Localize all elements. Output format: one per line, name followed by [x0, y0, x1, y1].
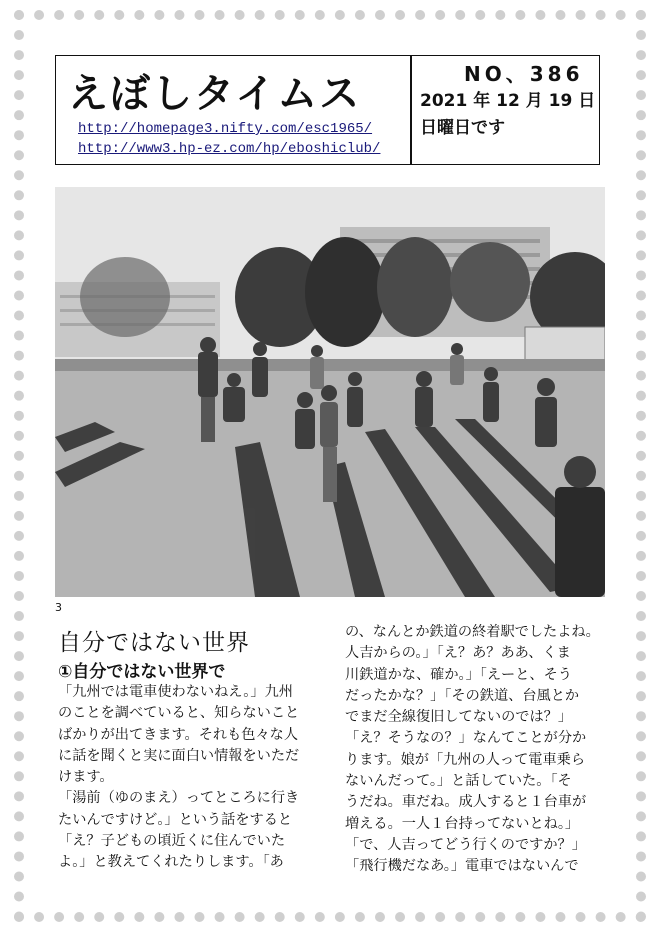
issue-number: NO、386: [464, 62, 584, 86]
article-column-left: [58, 682, 316, 874]
text-line: に話を聞くと実に面白い情報をいただ: [58, 747, 300, 764]
text-line: 「え？そうなの？」なんてことが分か: [345, 730, 587, 747]
text-line: 増える。一人１台持ってないとね。」: [345, 815, 580, 832]
photo-number: 3: [55, 601, 62, 614]
newsletter-title: えぼしタイムス: [68, 71, 362, 117]
text-line: 「で、人吉ってどう行くのですか？」: [345, 836, 586, 853]
text-line: 人吉からの。」「え？あ？ああ、くま: [345, 645, 571, 662]
text-line: 「え？子どもの頃近くに住んでいた: [58, 833, 286, 850]
text-line: ります。娘が「九州の人って電車乗ら: [345, 751, 586, 768]
text-line: うだね。車だね。成人すると１台車が: [345, 794, 587, 811]
text-line: たいんですけど。」という話をすると: [58, 811, 293, 828]
text-line: ないんだって。」と話していた。「そ: [345, 773, 572, 790]
text-line: 「飛行機だなあ。」電車ではないんで: [345, 858, 579, 875]
text-line: けます。: [58, 769, 114, 786]
text-line: ばかりが出てきます。それも色々な人: [58, 726, 299, 743]
text-line: 川鉄道かな、確か。」「えーと、そう: [345, 666, 572, 683]
issue-date: 2021 年 12 月 19 日: [420, 91, 596, 111]
text-line: 「九州では電車使わないねえ。」九州: [58, 684, 293, 700]
article-subheading: ①自分ではない世界で: [58, 662, 226, 682]
photo-children-in-park: [55, 187, 605, 597]
text-line: でまだ全線復旧してないのでは？」: [345, 709, 573, 726]
issue-weekday: 日曜日です: [420, 118, 505, 138]
text-line: 「湯前（ゆのまえ）ってところに行き: [58, 790, 300, 807]
text-line: のことを調べていると、知らないこと: [58, 705, 300, 722]
text-line: だったかな？」「その鉄道、台風とか: [345, 687, 580, 704]
homepage-link-1[interactable]: http://homepage3.nifty.com/esc1965/: [78, 121, 373, 137]
header-divider: [410, 56, 412, 164]
article-column-right: [345, 622, 607, 878]
masthead: [55, 55, 600, 165]
homepage-link-2[interactable]: http://www3.hp-ez.com/hp/eboshiclub/: [78, 141, 381, 157]
article-heading: 自分ではない世界: [58, 630, 250, 656]
text-line: の、なんとか鉄道の終着駅でしたよね。: [345, 624, 600, 640]
text-line: よ。」と教えてくれたりします。「あ: [58, 854, 284, 871]
park-photo-illustration: [55, 187, 605, 597]
